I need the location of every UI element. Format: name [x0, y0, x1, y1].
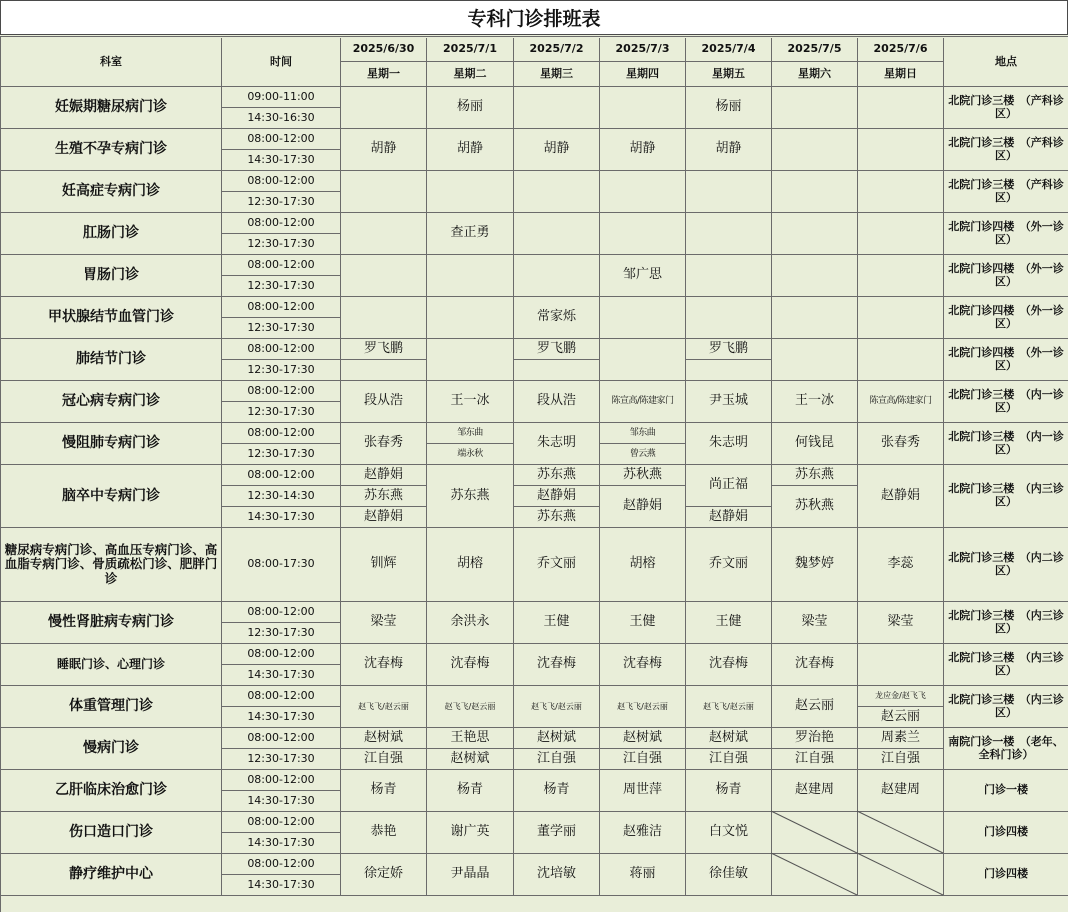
doctor-name: 沈培敏	[514, 854, 600, 896]
time-slot: 08:00-12:00	[222, 602, 341, 623]
empty-cell	[772, 129, 858, 171]
empty-cell	[600, 339, 686, 381]
time-slot: 12:30-14:30	[222, 486, 341, 507]
doctor-name: 陈宣高/陈建家门	[600, 381, 686, 423]
empty-cell	[858, 339, 944, 381]
header-weekday: 星期二	[427, 62, 514, 87]
time-slot: 12:30-17:30	[222, 444, 341, 465]
doctor-name: 赵雅洁	[600, 812, 686, 854]
doctor-name: 赵静娟	[341, 465, 427, 486]
time-slot: 08:00-12:00	[222, 423, 341, 444]
doctor-name: 苏东燕	[427, 465, 514, 528]
doctor-name: 朱志明	[514, 423, 600, 465]
time-slot: 09:00-11:00	[222, 87, 341, 108]
doctor-name: 赵建周	[772, 770, 858, 812]
doctor-name: 江自强	[858, 749, 944, 770]
empty-cell	[858, 171, 944, 213]
doctor-name: 赵云丽	[858, 707, 944, 728]
time-slot: 12:30-17:30	[222, 318, 341, 339]
department-name: 冠心病专病门诊	[1, 381, 222, 423]
doctor-name: 罗飞鹏	[686, 339, 772, 360]
doctor-name: 邹广思	[600, 255, 686, 297]
header-date: 2025/7/5	[772, 38, 858, 62]
department-name: 妊娠期糖尿病门诊	[1, 87, 222, 129]
doctor-name: 尚正福	[686, 465, 772, 507]
empty-cell	[858, 297, 944, 339]
doctor-name: 周世萍	[600, 770, 686, 812]
empty-cell	[686, 360, 772, 381]
department-name: 体重管理门诊	[1, 686, 222, 728]
empty-cell	[514, 360, 600, 381]
time-slot: 08:00-12:00	[222, 297, 341, 318]
doctor-name: 江自强	[772, 749, 858, 770]
time-slot: 12:30-17:30	[222, 234, 341, 255]
empty-cell	[341, 213, 427, 255]
header-weekday: 星期日	[858, 62, 944, 87]
department-name: 慢阻肺专病门诊	[1, 423, 222, 465]
doctor-name: 查正勇	[427, 213, 514, 255]
doctor-name: 罗飞鹏	[514, 339, 600, 360]
doctor-name: 龙应金/赵飞飞	[858, 686, 944, 707]
time-slot: 08:00-12:00	[222, 812, 341, 833]
time-slot: 08:00-12:00	[222, 381, 341, 402]
empty-cell	[686, 255, 772, 297]
empty-cell	[427, 339, 514, 381]
department-name: 慢病门诊	[1, 728, 222, 770]
time-slot: 08:00-12:00	[222, 644, 341, 665]
doctor-name: 胡静	[686, 129, 772, 171]
doctor-name: 董学丽	[514, 812, 600, 854]
doctor-name: 赵飞飞/赵云丽	[686, 686, 772, 728]
doctor-name: 胡静	[514, 129, 600, 171]
time-slot: 08:00-12:00	[222, 339, 341, 360]
time-slot: 12:30-17:30	[222, 192, 341, 213]
doctor-name: 王一冰	[427, 381, 514, 423]
location: 北院门诊三楼 （内三诊区）	[944, 644, 1069, 686]
doctor-name: 王健	[514, 602, 600, 644]
location: 北院门诊四楼 （外一诊区）	[944, 213, 1069, 255]
doctor-name: 徐定娇	[341, 854, 427, 896]
doctor-name: 胡榕	[427, 528, 514, 602]
empty-cell	[772, 171, 858, 213]
doctor-name: 苏秋燕	[772, 486, 858, 528]
empty-cell	[686, 171, 772, 213]
doctor-name: 苏东燕	[772, 465, 858, 486]
empty-cell	[514, 171, 600, 213]
department-name: 慢性肾脏病专病门诊	[1, 602, 222, 644]
doctor-name: 赵飞飞/赵云丽	[341, 686, 427, 728]
empty-cell	[427, 171, 514, 213]
location: 北院门诊三楼 （内三诊区）	[944, 465, 1069, 528]
doctor-name: 恭艳	[341, 812, 427, 854]
empty-cell	[772, 297, 858, 339]
empty-cell	[858, 644, 944, 686]
time-slot: 14:30-17:30	[222, 707, 341, 728]
doctor-name: 赵树斌	[514, 728, 600, 749]
department-name: 静疗维护中心	[1, 854, 222, 896]
time-slot: 12:30-17:30	[222, 276, 341, 297]
empty-cell	[772, 255, 858, 297]
location: 北院门诊三楼 （内三诊区）	[944, 686, 1069, 728]
empty-cell	[514, 213, 600, 255]
time-slot: 08:00-12:00	[222, 213, 341, 234]
doctor-name: 赵建周	[858, 770, 944, 812]
doctor-name: 苏东燕	[341, 486, 427, 507]
department-name: 糖尿病专病门诊、高血压专病门诊、高血脂专病门诊、骨质疏松门诊、肥胖门诊	[1, 528, 222, 602]
doctor-name: 邹东曲	[427, 423, 514, 444]
department-name: 伤口造口门诊	[1, 812, 222, 854]
doctor-name: 沈春梅	[772, 644, 858, 686]
empty-cell	[772, 213, 858, 255]
doctor-name: 端永秋	[427, 444, 514, 465]
header-date: 2025/7/6	[858, 38, 944, 62]
empty-cell	[686, 297, 772, 339]
doctor-name: 徐佳敏	[686, 854, 772, 896]
time-slot: 14:30-17:30	[222, 507, 341, 528]
doctor-name: 胡静	[341, 129, 427, 171]
empty-cell	[858, 129, 944, 171]
doctor-name: 赵树斌	[600, 728, 686, 749]
doctor-name: 赵云丽	[772, 686, 858, 728]
header-date: 2025/6/30	[341, 38, 427, 62]
doctor-name: 胡静	[427, 129, 514, 171]
doctor-name: 江自强	[341, 749, 427, 770]
doctor-name: 朱志明	[686, 423, 772, 465]
doctor-name: 沈春梅	[341, 644, 427, 686]
time-slot: 14:30-17:30	[222, 150, 341, 171]
doctor-name: 沈春梅	[427, 644, 514, 686]
time-slot: 14:30-17:30	[222, 665, 341, 686]
doctor-name: 杨丽	[686, 87, 772, 129]
empty-cell	[427, 255, 514, 297]
location: 南院门诊一楼 （老年、全科门诊）	[944, 728, 1069, 770]
doctor-name: 胡静	[600, 129, 686, 171]
doctor-name: 赵静娟	[686, 507, 772, 528]
time-slot: 14:30-17:30	[222, 875, 341, 896]
doctor-name: 苏东燕	[514, 507, 600, 528]
doctor-name: 王一冰	[772, 381, 858, 423]
department-name: 肺结节门诊	[1, 339, 222, 381]
location: 门诊一楼	[944, 770, 1069, 812]
doctor-name: 段从浩	[341, 381, 427, 423]
empty-cell	[772, 87, 858, 129]
empty-cell	[341, 255, 427, 297]
time-slot: 08:00-12:00	[222, 770, 341, 791]
doctor-name: 乔文丽	[686, 528, 772, 602]
doctor-name: 钏辉	[341, 528, 427, 602]
time-slot: 12:30-17:30	[222, 749, 341, 770]
doctor-name: 沈春梅	[514, 644, 600, 686]
doctor-name: 梁莹	[858, 602, 944, 644]
empty-cell	[686, 213, 772, 255]
doctor-name: 王健	[686, 602, 772, 644]
location: 门诊四楼	[944, 854, 1069, 896]
doctor-name: 张春秀	[858, 423, 944, 465]
doctor-name: 张春秀	[341, 423, 427, 465]
doctor-name: 赵树斌	[427, 749, 514, 770]
doctor-name: 白文悦	[686, 812, 772, 854]
doctor-name: 蒋丽	[600, 854, 686, 896]
doctor-name: 杨丽	[427, 87, 514, 129]
time-slot: 12:30-17:30	[222, 402, 341, 423]
doctor-name: 江自强	[600, 749, 686, 770]
empty-cell	[341, 87, 427, 129]
empty-cell	[858, 854, 944, 896]
header-date: 2025/7/3	[600, 38, 686, 62]
doctor-name: 赵树斌	[341, 728, 427, 749]
location: 北院门诊四楼 （外一诊区）	[944, 255, 1069, 297]
doctor-name: 王艳思	[427, 728, 514, 749]
empty-cell	[858, 213, 944, 255]
doctor-name: 杨青	[341, 770, 427, 812]
doctor-name: 沈春梅	[600, 644, 686, 686]
time-slot: 08:00-17:30	[222, 528, 341, 602]
doctor-name: 常家烁	[514, 297, 600, 339]
empty-cell	[858, 87, 944, 129]
location: 北院门诊四楼 （外一诊区）	[944, 339, 1069, 381]
doctor-name: 杨青	[427, 770, 514, 812]
department-name: 胃肠门诊	[1, 255, 222, 297]
department-name: 脑卒中专病门诊	[1, 465, 222, 528]
empty-cell	[341, 171, 427, 213]
doctor-name: 周素兰	[858, 728, 944, 749]
doctor-name: 江自强	[514, 749, 600, 770]
location: 北院门诊三楼 （内一诊区）	[944, 423, 1069, 465]
empty-cell	[514, 87, 600, 129]
doctor-name: 赵树斌	[686, 728, 772, 749]
doctor-name: 曾云燕	[600, 444, 686, 465]
empty-cell	[341, 297, 427, 339]
empty-cell	[858, 812, 944, 854]
schedule-grid	[0, 36, 1072, 912]
location: 北院门诊三楼 （产科诊区）	[944, 171, 1069, 213]
empty-cell	[600, 87, 686, 129]
doctor-name: 赵飞飞/赵云丽	[514, 686, 600, 728]
header-weekday: 星期四	[600, 62, 686, 87]
doctor-name: 尹晶晶	[427, 854, 514, 896]
doctor-name: 赵静娟	[600, 486, 686, 528]
time-slot: 14:30-17:30	[222, 833, 341, 854]
department-name: 乙肝临床治愈门诊	[1, 770, 222, 812]
empty-cell	[600, 213, 686, 255]
header-date: 2025/7/4	[686, 38, 772, 62]
doctor-name: 谢广英	[427, 812, 514, 854]
empty-cell	[858, 255, 944, 297]
location: 门诊四楼	[944, 812, 1069, 854]
empty-cell	[341, 360, 427, 381]
location: 北院门诊三楼 （内二诊区）	[944, 528, 1069, 602]
doctor-name: 何钱昆	[772, 423, 858, 465]
time-slot: 08:00-12:00	[222, 854, 341, 875]
doctor-name: 梁莹	[772, 602, 858, 644]
time-slot: 08:00-12:00	[222, 129, 341, 150]
department-name: 妊高症专病门诊	[1, 171, 222, 213]
header-weekday: 星期三	[514, 62, 600, 87]
doctor-name: 江自强	[686, 749, 772, 770]
time-slot: 08:00-12:00	[222, 255, 341, 276]
time-slot: 08:00-12:00	[222, 171, 341, 192]
window-edge	[1068, 0, 1080, 912]
doctor-name: 尹玉城	[686, 381, 772, 423]
time-slot: 12:30-17:30	[222, 623, 341, 644]
doctor-name: 苏秋燕	[600, 465, 686, 486]
doctor-name: 段从浩	[514, 381, 600, 423]
department-name: 睡眠门诊、心理门诊	[1, 644, 222, 686]
doctor-name: 杨青	[686, 770, 772, 812]
header-location: 地点	[944, 38, 1069, 87]
empty-cell	[772, 812, 858, 854]
doctor-name: 罗飞鹏	[341, 339, 427, 360]
header-time: 时间	[222, 38, 341, 87]
empty-cell	[772, 339, 858, 381]
header-date: 2025/7/2	[514, 38, 600, 62]
doctor-name: 王健	[600, 602, 686, 644]
time-slot: 14:30-16:30	[222, 108, 341, 129]
header-weekday: 星期六	[772, 62, 858, 87]
empty-cell	[600, 171, 686, 213]
header-dept: 科室	[1, 38, 222, 87]
header-weekday: 星期一	[341, 62, 427, 87]
time-slot: 08:00-12:00	[222, 465, 341, 486]
time-slot: 12:30-17:30	[222, 360, 341, 381]
doctor-name: 赵静娟	[514, 486, 600, 507]
empty-cell	[600, 297, 686, 339]
empty-cell	[772, 854, 858, 896]
location: 北院门诊三楼 （内三诊区）	[944, 602, 1069, 644]
location: 北院门诊三楼 （内一诊区）	[944, 381, 1069, 423]
department-name: 生殖不孕专病门诊	[1, 129, 222, 171]
doctor-name: 沈春梅	[686, 644, 772, 686]
doctor-name: 赵静娟	[341, 507, 427, 528]
doctor-name: 陈宣高/陈建家门	[858, 381, 944, 423]
empty-cell	[427, 297, 514, 339]
time-slot: 14:30-17:30	[222, 791, 341, 812]
department-name: 甲状腺结节血管门诊	[1, 297, 222, 339]
empty-cell	[514, 255, 600, 297]
doctor-name: 胡榕	[600, 528, 686, 602]
location: 北院门诊三楼 （产科诊区）	[944, 87, 1069, 129]
header-date: 2025/7/1	[427, 38, 514, 62]
time-slot: 08:00-12:00	[222, 728, 341, 749]
location: 北院门诊四楼 （外一诊区）	[944, 297, 1069, 339]
doctor-name: 杨青	[514, 770, 600, 812]
doctor-name: 余洪永	[427, 602, 514, 644]
doctor-name: 乔文丽	[514, 528, 600, 602]
doctor-name: 赵飞飞/赵云丽	[427, 686, 514, 728]
header-weekday: 星期五	[686, 62, 772, 87]
doctor-name: 邹东曲	[600, 423, 686, 444]
doctor-name: 苏东燕	[514, 465, 600, 486]
page-title: 专科门诊排班表	[0, 0, 1068, 35]
doctor-name: 梁莹	[341, 602, 427, 644]
doctor-name: 赵飞飞/赵云丽	[600, 686, 686, 728]
location: 北院门诊三楼 （产科诊区）	[944, 129, 1069, 171]
doctor-name: 赵静娟	[858, 465, 944, 528]
time-slot: 08:00-12:00	[222, 686, 341, 707]
doctor-name: 罗治艳	[772, 728, 858, 749]
department-name: 肛肠门诊	[1, 213, 222, 255]
doctor-name: 李蕊	[858, 528, 944, 602]
doctor-name: 魏梦婷	[772, 528, 858, 602]
